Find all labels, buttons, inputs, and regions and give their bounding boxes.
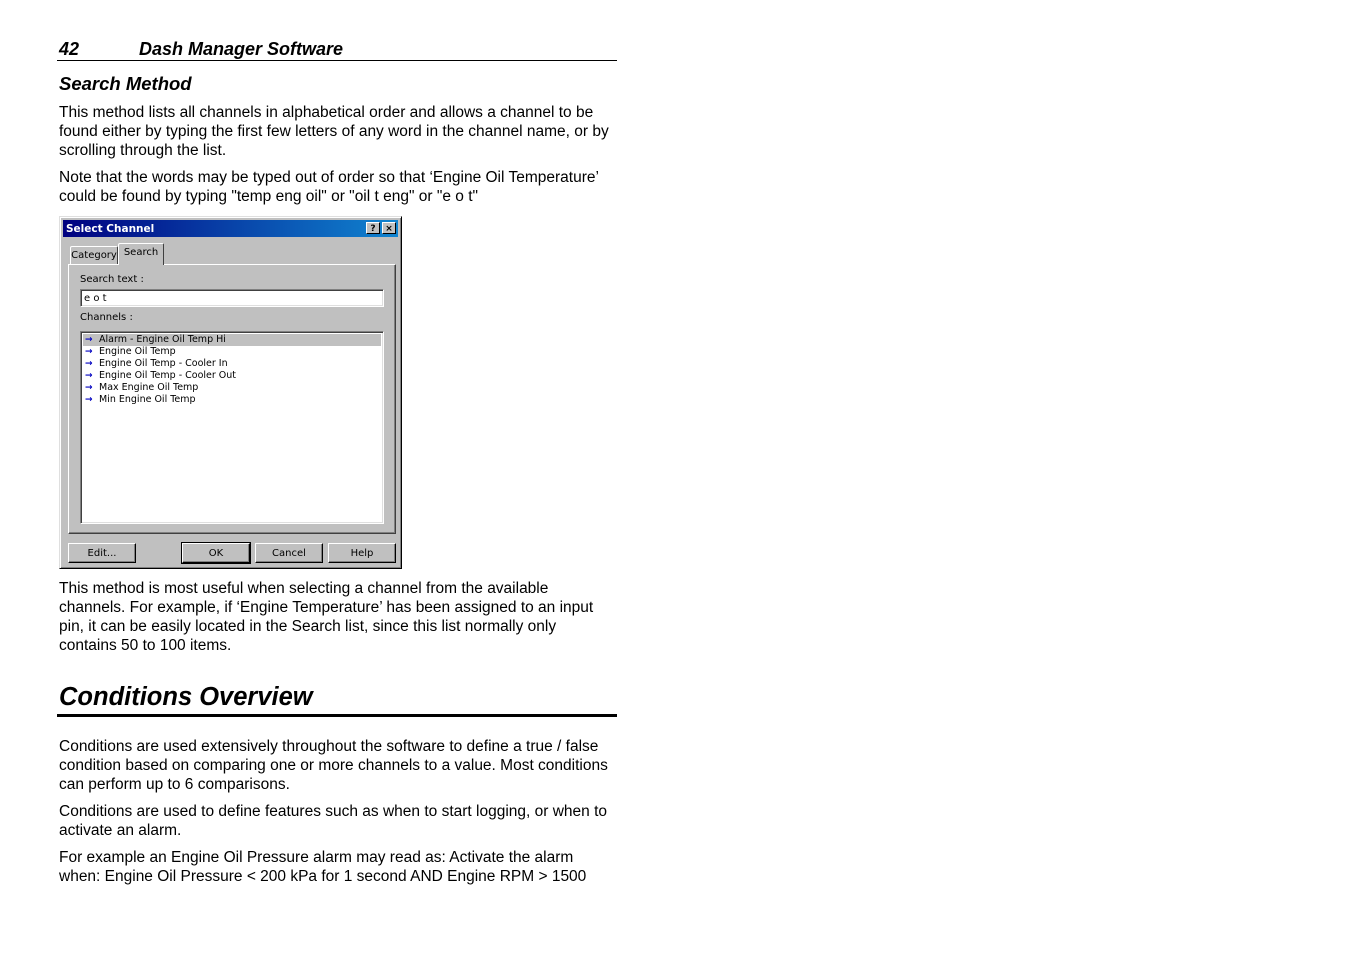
search-text-label: Search text : <box>80 274 144 285</box>
page-number: 42 <box>59 39 80 59</box>
conditions-heading: Conditions Overview <box>57 683 617 717</box>
header-title: Dash Manager Software <box>139 39 344 59</box>
arrow-right-icon: → <box>85 359 93 369</box>
conditions-para-3: For example an Engine Oil Pressure alarm may read as: Activate the alarm when: Engine Oil Pressure < 200 kPa for 1 second AND Engine RPM > 1500 <box>59 849 587 885</box>
page-header <box>57 36 617 61</box>
dialog-title: Select Channel <box>66 222 155 235</box>
arrow-right-icon: → <box>85 383 93 393</box>
ok-button[interactable]: OK <box>182 543 250 563</box>
list-item[interactable]: → Engine Oil Temp <box>85 346 176 357</box>
select-channel-dialog <box>59 216 402 569</box>
tab-category[interactable]: Category <box>70 246 118 264</box>
conditions-para-1: Conditions are used extensively throughout the software to define a true / false condition based on comparing one or more channels to a value. Most conditions can perform up to 6 comparisons. <box>59 738 608 793</box>
manual-page <box>57 36 617 894</box>
search-method-para-3: This method is most useful when selecting a channel from the available channels. For example, if ‘Engine Temperature’ has been assigned to an input pin, it can be easily located in the Search list, since this list normally only contains 50 to 100 items. <box>59 580 594 654</box>
search-method-heading: Search Method <box>59 73 192 94</box>
help-icon[interactable]: ? <box>366 222 380 234</box>
arrow-right-icon: → <box>85 335 93 345</box>
list-item[interactable]: → Engine Oil Temp - Cooler Out <box>85 370 237 381</box>
conditions-para-2: Conditions are used to define features such as when to start logging, or when to activate an alarm. <box>59 803 608 839</box>
list-item[interactable]: → Min Engine Oil Temp <box>85 394 196 405</box>
channel-list[interactable] <box>80 331 384 524</box>
channels-label: Channels : <box>80 312 133 323</box>
arrow-right-icon: → <box>85 371 93 381</box>
list-item[interactable]: → Max Engine Oil Temp <box>85 382 199 393</box>
list-item[interactable]: → Engine Oil Temp - Cooler In <box>85 358 228 369</box>
help-button[interactable]: Help <box>328 543 396 563</box>
search-input[interactable] <box>80 289 384 307</box>
cancel-button[interactable]: Cancel <box>255 543 323 563</box>
list-item[interactable]: → Alarm - Engine Oil Temp Hi <box>83 334 381 346</box>
dialog-titlebar <box>63 220 398 237</box>
search-method-para-1: This method lists all channels in alphabetical order and allows a channel to be found either by typing the first few letters of any word in the channel name, or by scrolling through the list. <box>59 104 609 159</box>
close-icon[interactable]: × <box>382 222 396 234</box>
search-method-para-2: Note that the words may be typed out of order so that ‘Engine Oil Temperature’ could be found by typing "temp eng oil" or "oil t eng" or "e o t" <box>59 169 599 205</box>
tab-search[interactable]: Search <box>118 243 164 265</box>
edit-button[interactable]: Edit... <box>68 543 136 563</box>
arrow-right-icon: → <box>85 395 93 405</box>
arrow-right-icon: → <box>85 347 93 357</box>
